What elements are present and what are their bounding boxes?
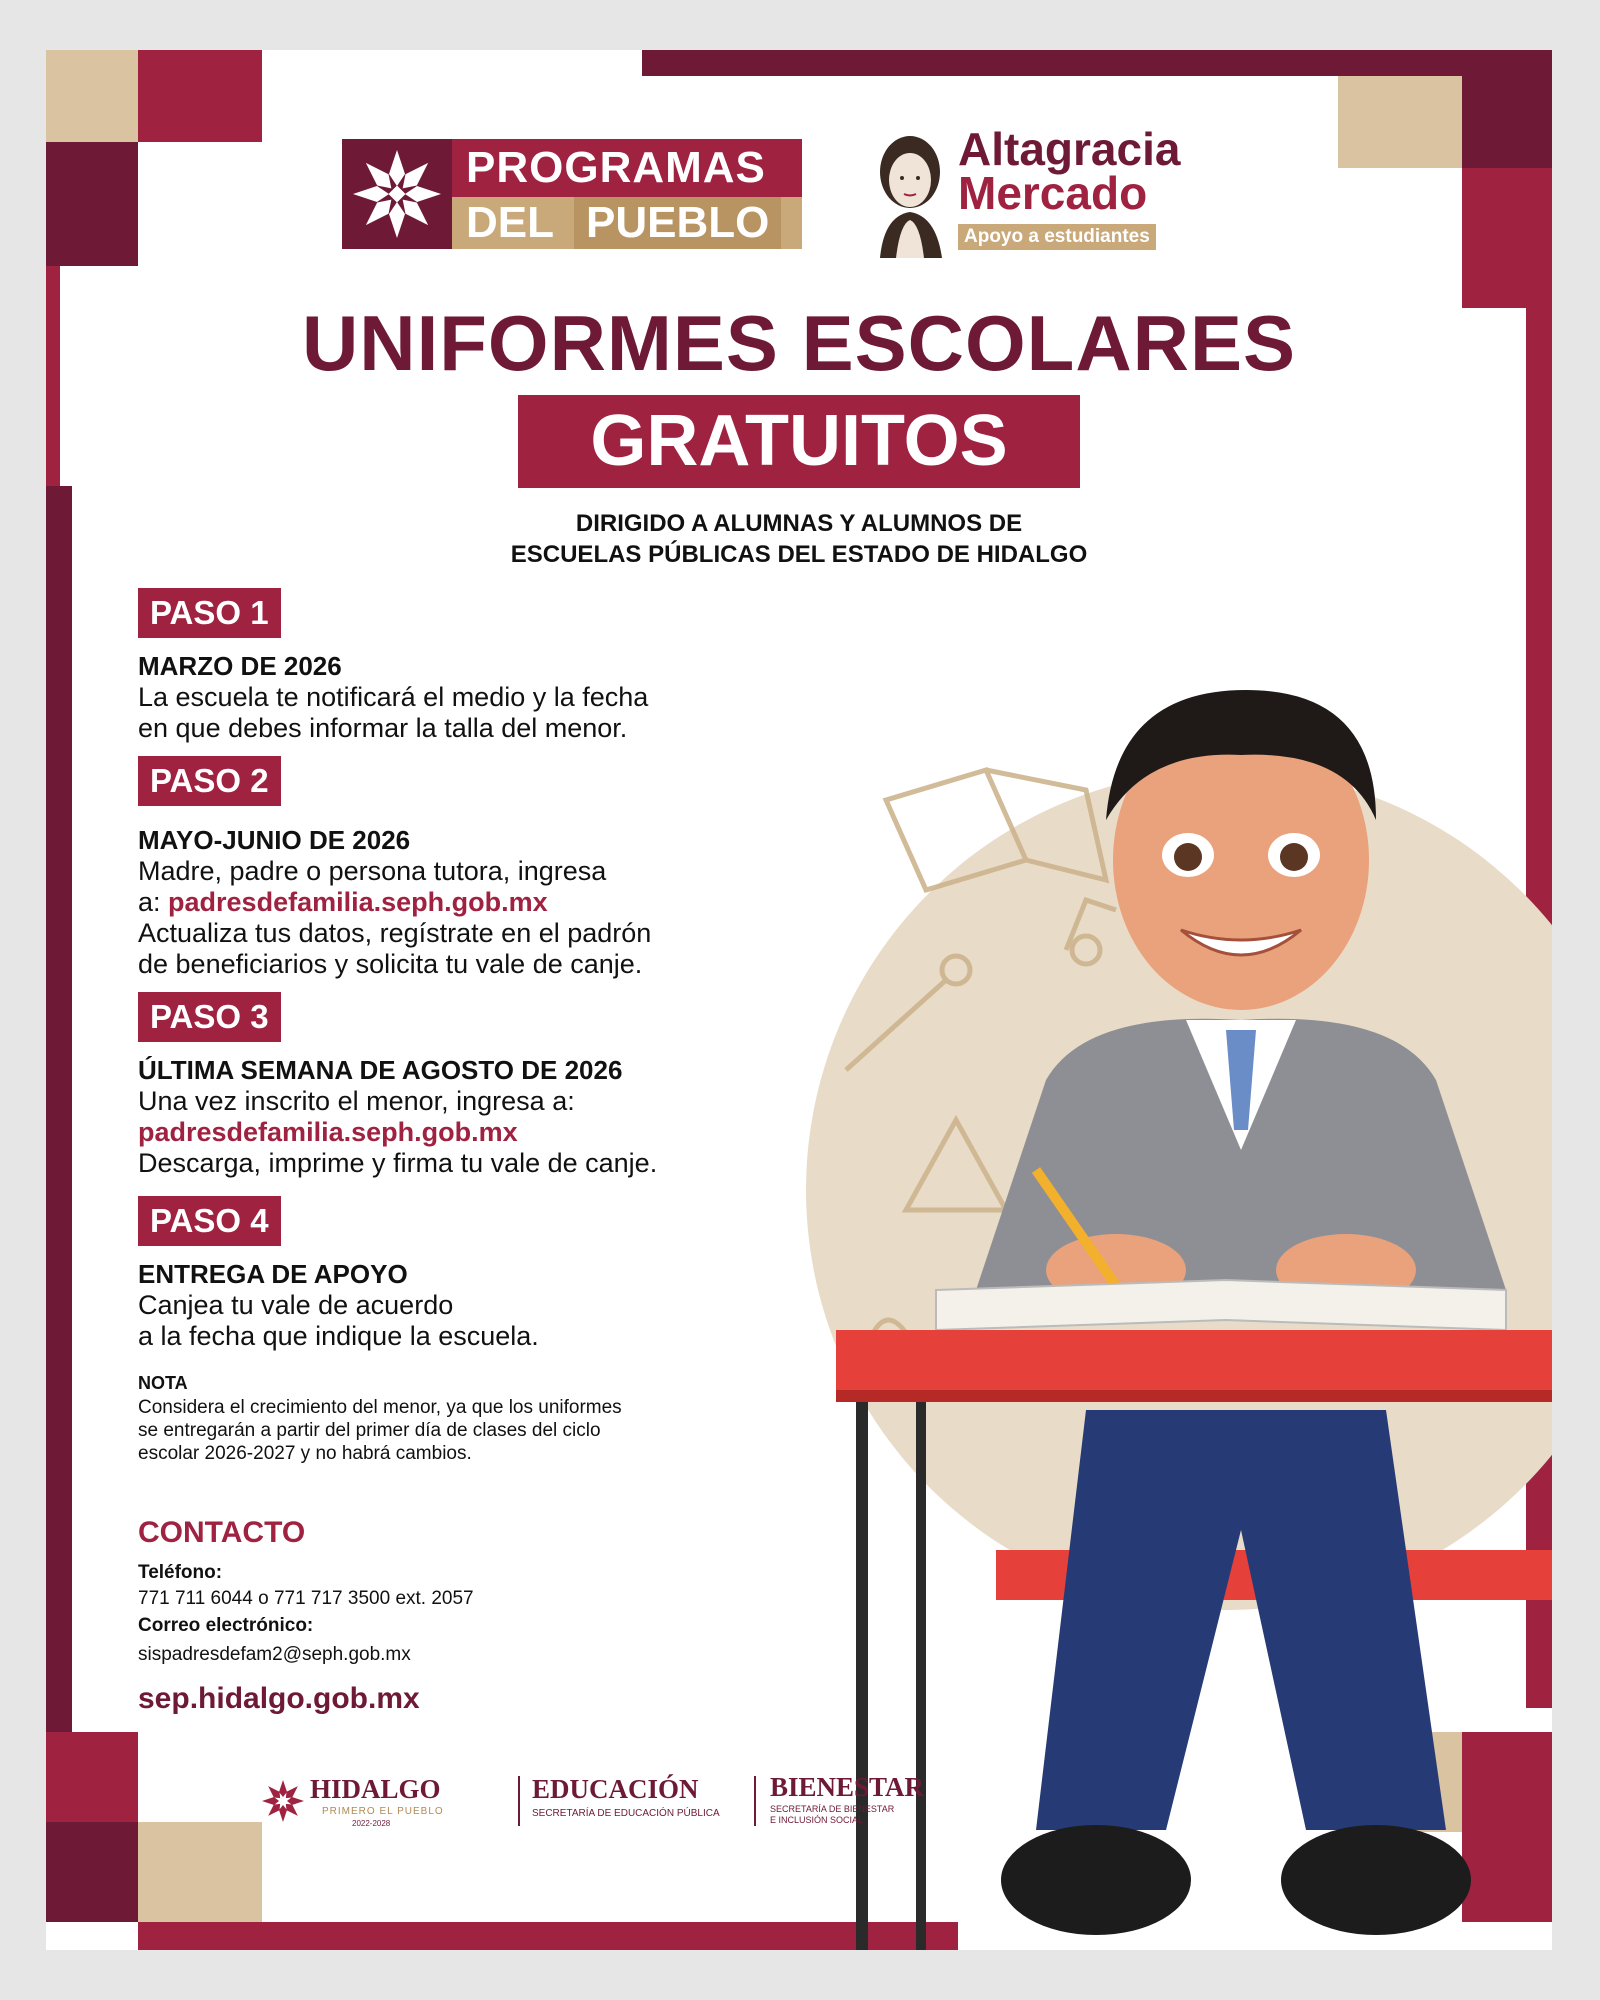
nota-heading: NOTA xyxy=(138,1373,188,1393)
bienestar-logo-text: BIENESTAR xyxy=(770,1772,925,1802)
nota-text xyxy=(138,1396,758,1465)
step-4-line-1: Canjea tu vale de acuerdo xyxy=(138,1290,454,1320)
bienestar-logo-sub-2: E INCLUSIÓN SOCIAL xyxy=(770,1815,864,1825)
step-badge-4: PASO 4 xyxy=(138,1196,281,1246)
step-2-line-2 xyxy=(138,887,838,918)
step-3-line-3: Descarga, imprime y firma tu vale de canje. xyxy=(138,1148,658,1178)
website-link[interactable]: sep.hidalgo.gob.mx xyxy=(138,1682,420,1715)
padres-de-familia-link-2[interactable]: padresdefamilia.seph.gob.mx xyxy=(138,1117,518,1147)
title-badge xyxy=(518,395,1080,488)
page-subtitle xyxy=(46,508,1552,570)
step-1-line-2: en que debes informar la talla del menor. xyxy=(138,713,628,743)
step-2-prefix: a: xyxy=(138,887,169,917)
frame-block-tr-gold xyxy=(1338,76,1462,168)
step-2-line-1: Madre, padre o persona tutora, ingresa xyxy=(138,856,607,886)
hidalgo-star-icon xyxy=(260,1778,306,1824)
pueblo-label: PUEBLO xyxy=(574,197,781,249)
footer-divider-1 xyxy=(518,1776,520,1826)
nota-line-2: se entregarán a partir del primer día de clases del ciclo xyxy=(138,1420,601,1441)
del-label: DEL xyxy=(452,197,568,249)
contact-heading: CONTACTO xyxy=(138,1516,306,1549)
frame-block-tl-wine xyxy=(46,142,138,266)
step-1-line-1: La escuela te notificará el medio y la fecha xyxy=(138,682,649,712)
mercado-name: Mercado xyxy=(958,167,1148,219)
educacion-logo-text: EDUCACIÓN xyxy=(532,1774,699,1804)
phone-label: Teléfono: xyxy=(138,1562,223,1583)
educacion-logo-sub: SECRETARÍA DE EDUCACIÓN PÚBLICA xyxy=(532,1808,720,1819)
frame-left-bar xyxy=(46,486,72,1786)
frame-block-bl-crimson xyxy=(46,1732,138,1822)
frame-top-bar xyxy=(642,50,1552,76)
programas-del-pueblo-logo xyxy=(342,139,802,249)
step-heading-1: MARZO DE 2026 xyxy=(138,651,342,681)
student-illustration xyxy=(786,650,1552,1950)
step-heading-3: ÚLTIMA SEMANA DE AGOSTO DE 2026 xyxy=(138,1055,623,1085)
step-4-line-2: a la fecha que indique la escuela. xyxy=(138,1321,539,1351)
altagracia-mercado-logo xyxy=(866,122,1266,262)
star-emblem-icon xyxy=(342,139,452,249)
step-3-line-1: Una vez inscrito el menor, ingresa a: xyxy=(138,1086,575,1116)
altagracia-name: Altagracia xyxy=(958,123,1181,175)
step-heading-2: MAYO-JUNIO DE 2026 xyxy=(138,825,411,855)
frame-block-bl-gold xyxy=(138,1822,262,1922)
step-badge-3: PASO 3 xyxy=(138,992,281,1042)
poster xyxy=(46,50,1552,1950)
nota-line-3: escolar 2026-2027 y no habrá cambios. xyxy=(138,1443,472,1464)
step-text-4 xyxy=(138,1290,838,1352)
step-badge-2: PASO 2 xyxy=(138,756,281,806)
frame-block-bl-wine xyxy=(46,1822,138,1922)
subtitle-line-1: DIRIGIDO A ALUMNAS Y ALUMNOS DE xyxy=(575,510,1023,537)
hidalgo-logo-years: 2022-2028 xyxy=(352,1819,391,1828)
hidalgo-logo-text: HIDALGO xyxy=(310,1774,441,1804)
apoyo-estudiantes-tag: Apoyo a estudiantes xyxy=(958,224,1156,250)
footer-divider-2 xyxy=(754,1776,756,1826)
step-2-line-4: de beneficiarios y solicita tu vale de canje. xyxy=(138,949,643,979)
step-badge-1: PASO 1 xyxy=(138,588,281,638)
step-heading-4: ENTREGA DE APOYO xyxy=(138,1259,408,1289)
footer-logos xyxy=(260,1772,960,1832)
nota-line-1: Considera el crecimiento del menor, ya que los uniformes xyxy=(138,1397,622,1418)
phone-value[interactable]: 771 711 6044 o 771 717 3500 ext. 2057 xyxy=(138,1588,474,1609)
hidalgo-logo-sub: PRIMERO EL PUEBLO xyxy=(322,1806,444,1817)
frame-block-tl-gold xyxy=(46,50,138,142)
frame-block-tr-crimson xyxy=(1462,168,1552,308)
step-text-1 xyxy=(138,682,838,744)
subtitle-line-2: ESCUELAS PÚBLICAS DEL ESTADO DE HIDALGO xyxy=(510,541,1088,568)
email-label: Correo electrónico: xyxy=(138,1615,314,1636)
programas-label: PROGRAMAS xyxy=(452,139,802,197)
step-text-2 xyxy=(138,856,838,980)
bienestar-logo-sub-1: SECRETARÍA DE BIENESTAR xyxy=(770,1804,895,1814)
frame-block-tr-wine xyxy=(1462,76,1552,168)
page-title-gratuitos: GRATUITOS xyxy=(590,401,1008,481)
portrait-icon xyxy=(866,128,954,258)
del-pueblo-label xyxy=(452,197,802,249)
step-2-line-3: Actualiza tus datos, regístrate en el padrón xyxy=(138,918,652,948)
padres-de-familia-link[interactable]: padresdefamilia.seph.gob.mx xyxy=(168,887,548,917)
page-title: UNIFORMES ESCOLARES xyxy=(301,299,1297,387)
frame-block-tl-crimson xyxy=(138,50,262,142)
step-text-3 xyxy=(138,1086,838,1179)
email-value[interactable]: sispadresdefam2@seph.gob.mx xyxy=(138,1644,411,1665)
